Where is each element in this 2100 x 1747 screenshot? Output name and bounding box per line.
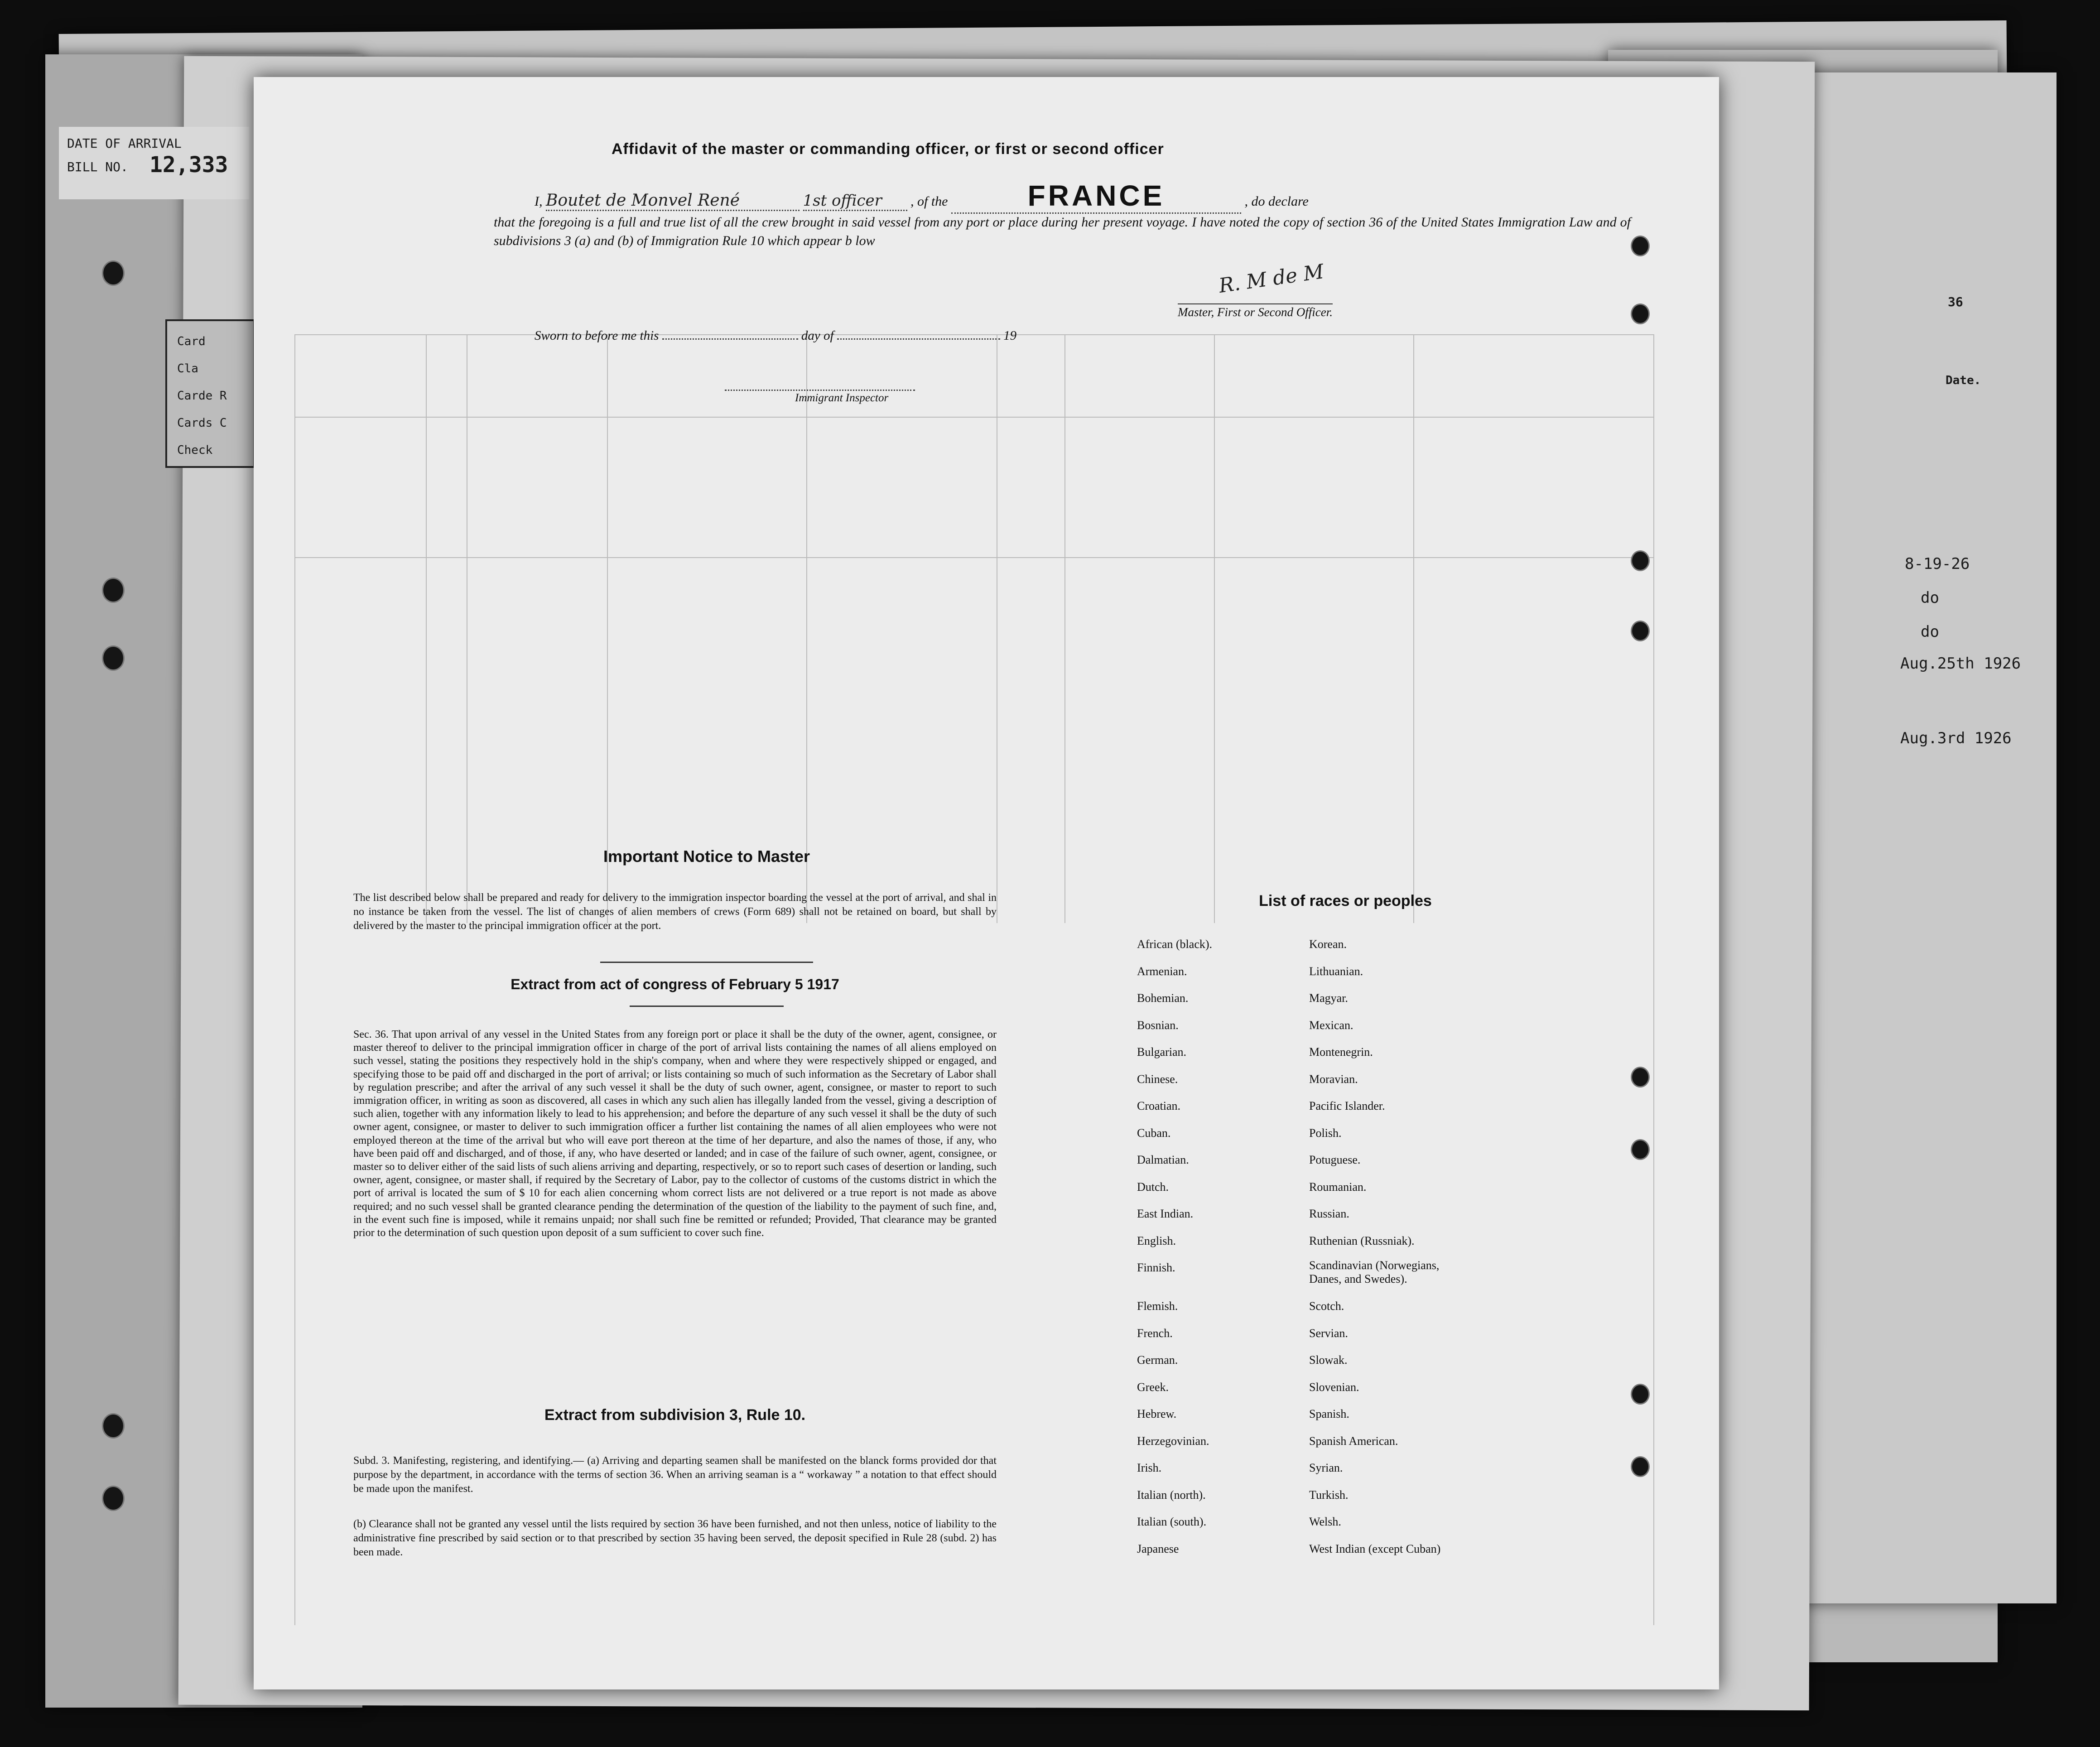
of-the-text: , of the	[910, 194, 948, 209]
race-item: Servian.	[1309, 1326, 1348, 1340]
divider	[600, 962, 813, 963]
notice-body: The list described below shall be prepared and ready for delivery to the immigration inspector boarding the vessel at the port of arrival, and shal in no instance be taken from the vessel. The list of changes of alien members of crews (Form 689) shall not be retained on board, but shall by delivered by the master to the principal immigration officer at the port.	[353, 892, 997, 932]
race-item: Scotch.	[1309, 1299, 1344, 1313]
right-page-date: do	[1921, 589, 1939, 607]
race-item: English.	[1137, 1234, 1176, 1247]
race-item: French.	[1137, 1326, 1173, 1340]
race-item: Montenegrin.	[1309, 1045, 1373, 1059]
day-of-text: day of	[801, 328, 834, 343]
affidavit-declaration-line	[535, 179, 1644, 214]
race-item: Bohemian.	[1137, 991, 1189, 1005]
race-item: Herzegovinian.	[1137, 1434, 1209, 1448]
race-item: Magyar.	[1309, 991, 1348, 1005]
race-item: Scandinavian (Norwegians, Danes, and Swedes).	[1309, 1259, 1440, 1285]
officer-rank: 1st officer	[803, 192, 907, 211]
bill-no-label: BILL NO.	[67, 159, 128, 174]
race-item: African (black).	[1137, 938, 1213, 951]
race-item: Japanese	[1137, 1542, 1179, 1555]
race-item: Italian (south).	[1137, 1515, 1207, 1528]
officer-name: Boutet de Monvel René	[546, 191, 800, 211]
officer-signature: R. M de M	[1217, 260, 1325, 298]
race-item: Slowak.	[1309, 1353, 1348, 1367]
sworn-line	[535, 328, 1016, 343]
race-item: West Indian (except Cuban)	[1309, 1542, 1441, 1555]
race-item: Roumanian.	[1309, 1180, 1367, 1194]
binder-hole	[1631, 1139, 1650, 1160]
race-item: Lithuanian.	[1309, 964, 1363, 978]
races-column-2	[1309, 931, 1472, 1562]
race-item: Russian.	[1309, 1207, 1349, 1220]
race-item: Armenian.	[1137, 964, 1187, 978]
race-item: Pacific Islander.	[1309, 1099, 1385, 1112]
race-item: Spanish American.	[1309, 1434, 1398, 1448]
binder-hole	[102, 1413, 125, 1439]
notice-heading: Important Notice to Master	[603, 847, 810, 866]
inspector-signature-line	[725, 390, 915, 391]
affidavit-body: that the foregoing is a full and true list of all the crew brought in said vessel from any port or place during her present voyage. I have noted the copy of section 36 of the United States Immigration Law and of subdivisions 3 (a) and (b) of Immigration Rule 10 which appear b low	[494, 215, 1631, 248]
right-page-date: do	[1921, 623, 1939, 641]
right-page-date: 8-19-26	[1905, 555, 1970, 573]
extract2-heading: Extract from subdivision 3, Rule 10.	[544, 1406, 806, 1424]
divider	[630, 1006, 784, 1007]
race-item: Syrian.	[1309, 1461, 1343, 1474]
race-item: Dalmatian.	[1137, 1153, 1189, 1166]
race-item: Slovenian.	[1309, 1380, 1359, 1394]
race-item: German.	[1137, 1353, 1178, 1367]
card-line: Carde R	[177, 389, 227, 403]
race-item: Welsh.	[1309, 1515, 1341, 1528]
race-item: East Indian.	[1137, 1207, 1194, 1220]
right-page-date: Aug.3rd 1926	[1900, 729, 2012, 747]
race-item: Korean.	[1309, 938, 1347, 951]
card-stamp	[165, 319, 255, 468]
race-item: Potuguese.	[1309, 1153, 1361, 1166]
right-page-date: Aug.25th 1926	[1900, 655, 2021, 673]
binder-hole	[102, 578, 125, 603]
card-line: Cards C	[177, 416, 227, 430]
race-item: Moravian.	[1309, 1072, 1358, 1086]
extract2-body-b: (b) Clearance shall not be granted any vessel until the lists required by section 36 have been furnished, and not then unless, notice of liability to the administrative fine prescribed by said section or to that prescribed by section 35 having been served, the deposit specified in Rule 28 (subd. 2) has been made.	[353, 1518, 997, 1558]
year-prefix: 19	[1003, 328, 1017, 343]
binder-hole	[1631, 1456, 1650, 1477]
races-column-1	[1137, 931, 1212, 1562]
date-of-arrival-label: DATE OF ARRIVAL	[67, 136, 182, 151]
race-item: Hebrew.	[1137, 1407, 1177, 1420]
bill-no-value: 12,333	[149, 152, 228, 178]
race-item: Flemish.	[1137, 1299, 1178, 1313]
card-line: Check	[177, 443, 213, 457]
sworn-text: Sworn to before me this	[535, 328, 659, 343]
binder-hole	[1631, 1067, 1650, 1088]
race-item: Greek.	[1137, 1380, 1169, 1394]
inspector-caption: Immigrant Inspector	[795, 392, 889, 404]
binder-hole	[1631, 236, 1650, 256]
race-item: Polish.	[1309, 1126, 1342, 1140]
race-item: Bulgarian.	[1137, 1045, 1187, 1059]
extract1-body: Sec. 36. That upon arrival of any vessel in the United States from any foreign port or place it shall be the duty of the owner, agent, consignee, or master thereof to deliver to the principal immigration officer in charge of the port of arrival lists containing the names of all aliens employed on such vessel, stating the positions they respectively hold in the ship's company, when and where they were respectively shipped or engaged, and specifying those to be paid off and discharged in the port of arrival; or lists containing so much of such information as the Secretary of Labor shall by regulation prescribe; and after the arrival of any such vessel it shall be the duty of such owner, agent, consignee, or master to report to such immigration officer, in writing as soon as discovered, all cases in which any such alien has illegally landed from the vessel, giving a description of such alien, together with any information likely to lead to his apprehension; and before the departure of any such vessel it shall be the duty of such owner agent, consignee, or master to deliver to such immigration officer a further list containing the names of all alien employees who were not employed thereon at the time of the arrival but who will eave port thereon at the time of her departure, and also the names of those, if any, who have been paid off and discharged, and of those, if any, who have deserted or landed; and in case of the failure of such owner, agent, consignee, or master so to deliver either of the said lists of such aliens arriving and departing, respectively, or so to report such cases of desertion or landing, such owner, agent, consignee, or master shall, if required by the Secretary of Labor, pay to the collector of customs of the customs district in which the port of arrival is located the sum of $ 10 for each alien concerning whom correct lists are not delivered or a true report is not made as above required; and no such vessel shall be granted clearance pending the determination of the question of the liability to the payment of such fine, and, in the event such fine is imposed, while it remains unpaid; nor shall such fine be remitted or refunded; Provided, That clearance may be granted prior to the determination of such question upon deposit of a sum sufficient to cover such fine.	[353, 1029, 997, 1239]
extract2-body-a: Subd. 3. Manifesting, registering, and identifying.— (a) Arriving and departing seamen shall be manifested on the blanck forms provided dor that purpose by the department, in accordance with the terms of section 36. When an arriving seaman is a “ workaway ” a notation to that effect should be made upon the manifest.	[353, 1455, 997, 1495]
race-item: Turkish.	[1309, 1488, 1349, 1502]
binder-hole	[1631, 1384, 1650, 1405]
race-item: Finnish.	[1137, 1261, 1175, 1274]
binder-hole	[1631, 621, 1650, 641]
race-item: Cuban.	[1137, 1126, 1171, 1140]
manifest-page	[254, 77, 1719, 1689]
arrival-tab	[59, 127, 249, 199]
race-item: Spanish.	[1309, 1407, 1349, 1420]
binder-hole	[102, 645, 125, 671]
affidavit-title: Affidavit of the master or commanding officer, or first or second officer	[612, 140, 1164, 158]
race-item: Mexican.	[1309, 1018, 1353, 1032]
right-page-number: 36	[1948, 294, 1963, 309]
race-item: Croatian.	[1137, 1099, 1181, 1112]
extract1-heading: Extract from act of congress of February 5 1917	[511, 976, 839, 992]
race-item: Italian (north).	[1137, 1488, 1206, 1502]
card-line: Cla	[177, 362, 198, 375]
race-item: Dutch.	[1137, 1180, 1169, 1194]
race-item: Bosnian.	[1137, 1018, 1179, 1032]
binder-hole	[1631, 550, 1650, 571]
race-item: Chinese.	[1137, 1072, 1178, 1086]
signature-caption: Master, First or Second Officer.	[1178, 303, 1333, 319]
affidavit-prefix: I,	[535, 194, 543, 209]
card-line: Card	[177, 335, 206, 348]
binder-hole	[1631, 303, 1650, 324]
right-page-date-header: Date.	[1946, 374, 1981, 387]
binder-hole	[102, 260, 125, 286]
do-declare-text: , do declare	[1244, 194, 1309, 209]
race-item: Ruthenian (Russniak).	[1309, 1234, 1415, 1247]
race-item: Irish.	[1137, 1461, 1162, 1474]
vessel-name: FRANCE	[951, 179, 1241, 214]
races-heading: List of races or peoples	[1259, 892, 1432, 910]
binder-hole	[102, 1486, 125, 1511]
